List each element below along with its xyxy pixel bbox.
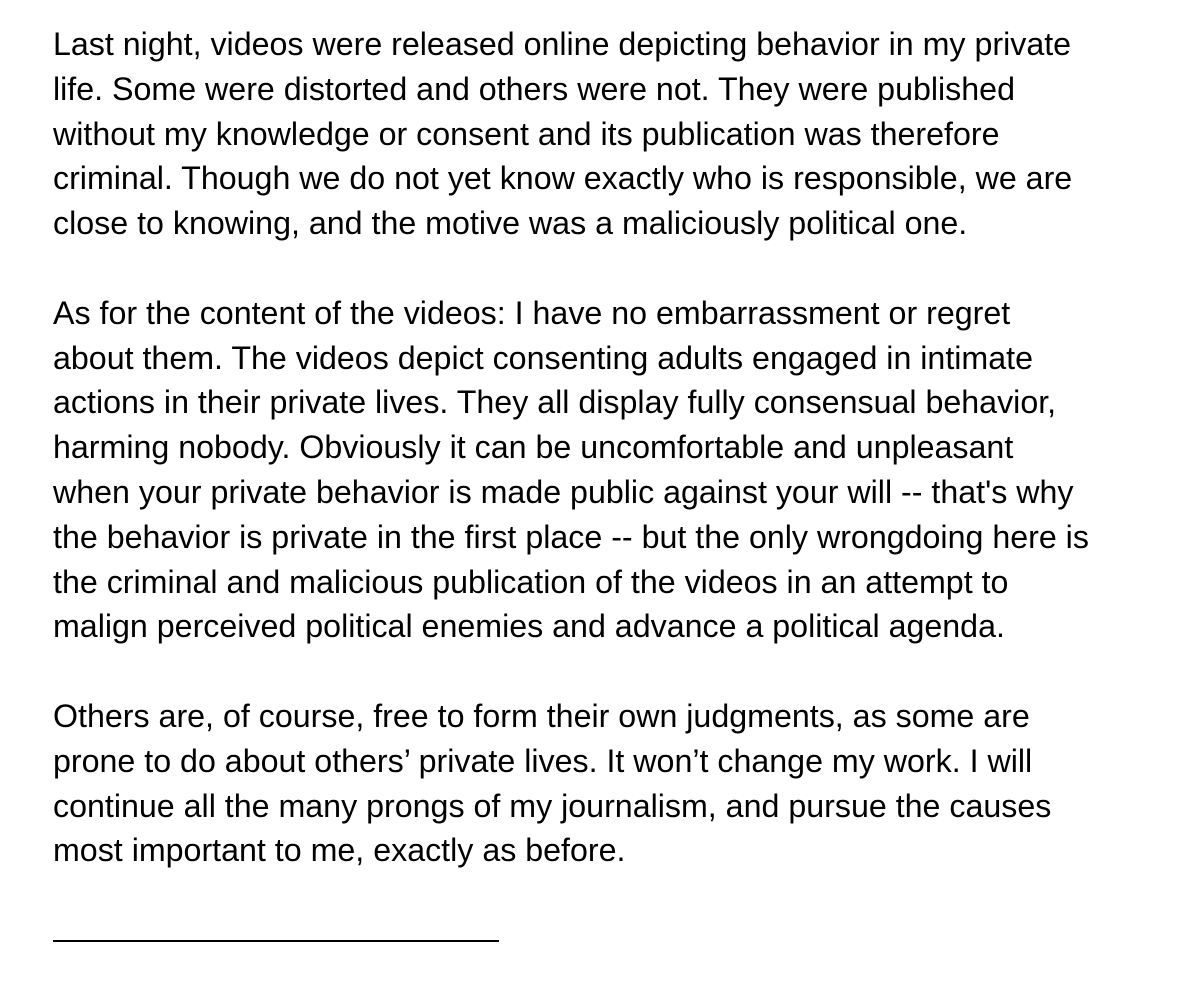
paragraph-1-line-5: close to knowing, and the motive was a maliciously political one. bbox=[53, 205, 968, 242]
paragraph-1-line-4: criminal. Though we do not yet know exactly who is responsible, we are bbox=[53, 160, 1073, 197]
statement-paragraph-3 bbox=[53, 694, 1163, 873]
paragraph-1-line-3: without my knowledge or consent and its publication was therefore bbox=[53, 115, 1000, 152]
paragraph-2-line-6: the behavior is private in the first place -- but the only wrongdoing here is bbox=[53, 518, 1089, 555]
paragraph-2-line-2: about them. The videos depict consenting adults engaged in intimate bbox=[53, 339, 1033, 376]
statement-paragraph-2 bbox=[53, 291, 1163, 649]
paragraph-3-line-3: continue all the many prongs of my journalism, and pursue the causes bbox=[53, 787, 1052, 824]
paragraph-3-line-1: Others are, of course, free to form their own judgments, as some are bbox=[53, 697, 1030, 734]
paragraph-2-line-7: the criminal and malicious publication of the videos in an attempt to bbox=[53, 563, 1009, 600]
paragraph-1-line-1: Last night, videos were released online depicting behavior in my private bbox=[53, 26, 1072, 62]
paragraph-2-line-5: when your private behavior is made public against your will -- that's why bbox=[53, 473, 1074, 510]
statement-document bbox=[53, 22, 1163, 918]
signature-rule bbox=[53, 940, 499, 942]
paragraph-2-line-3: actions in their private lives. They all display fully consensual behavior, bbox=[53, 384, 1057, 421]
paragraph-3-line-2: prone to do about others’ private lives. It won’t change my work. I will bbox=[53, 742, 1033, 779]
paragraph-3-line-4: most important to me, exactly as before. bbox=[53, 832, 626, 869]
paragraph-2-line-8: malign perceived political enemies and advance a political agenda. bbox=[53, 608, 1005, 645]
paragraph-2-line-1: As for the content of the videos: I have no embarrassment or regret bbox=[53, 294, 1011, 331]
paragraph-1-line-2: life. Some were distorted and others were not. They were published bbox=[53, 70, 1015, 107]
paragraph-2-line-4: harming nobody. Obviously it can be uncomfortable and unpleasant bbox=[53, 429, 1014, 466]
statement-paragraph-1 bbox=[53, 22, 1163, 246]
